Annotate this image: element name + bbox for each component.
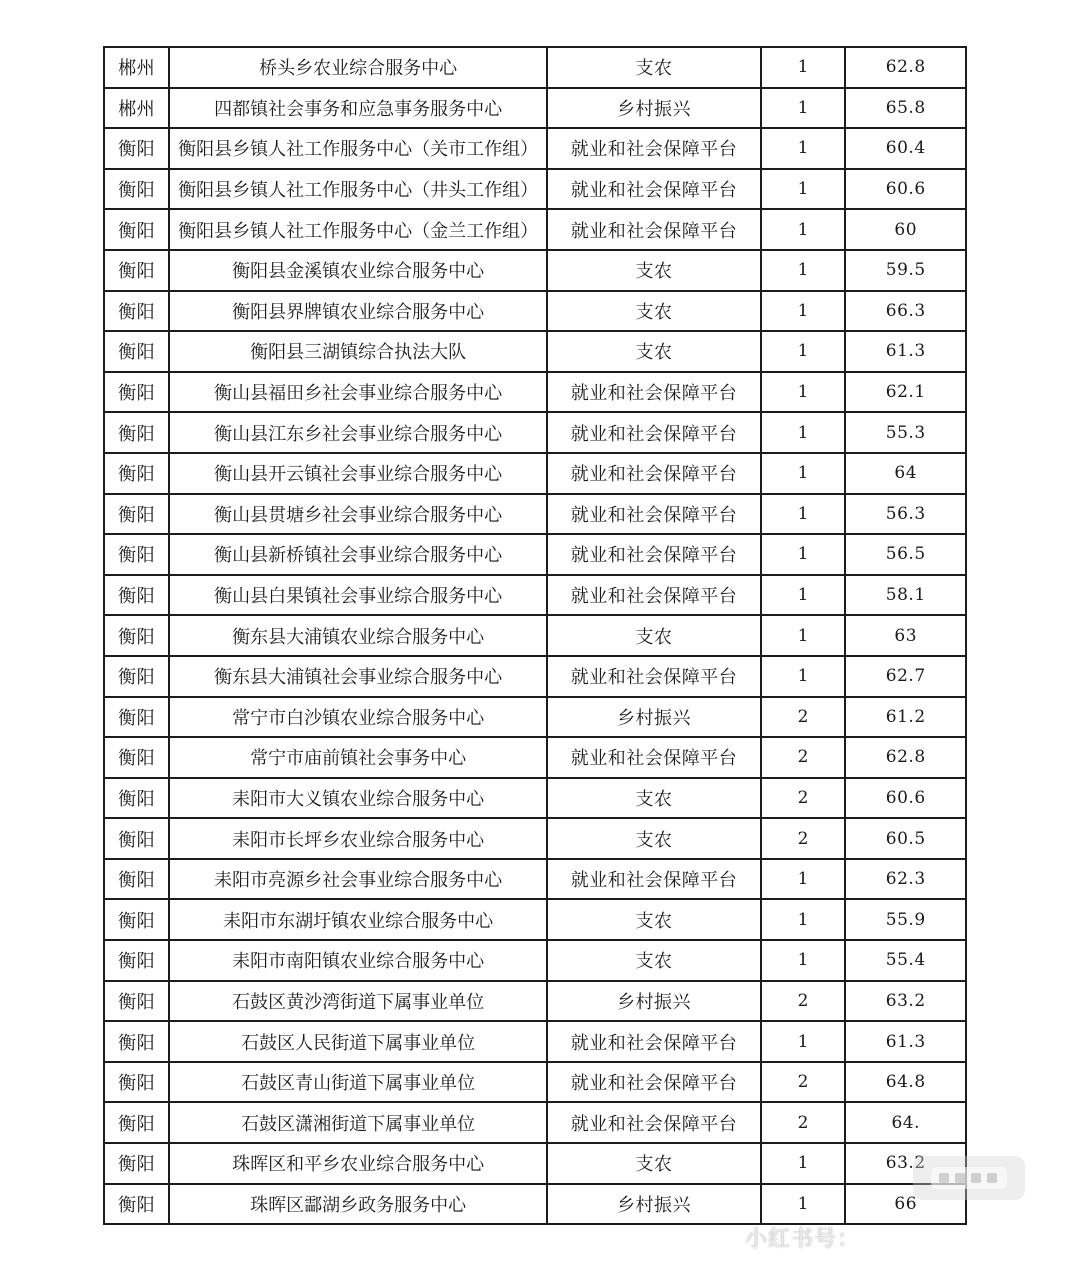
count-cell: 1 <box>761 372 845 413</box>
table-row <box>104 859 966 900</box>
unit-cell: 石鼓区潇湘街道下属事业单位 <box>169 1102 547 1143</box>
table-row <box>104 1102 966 1143</box>
post-cell: 支农 <box>547 899 761 940</box>
unit-cell: 珠晖区和平乡农业综合服务中心 <box>169 1143 547 1184</box>
city-cell: 衡阳 <box>104 697 169 738</box>
unit-cell: 衡东县大浦镇社会事业综合服务中心 <box>169 656 547 697</box>
score-cell: 63 <box>845 615 966 656</box>
city-cell: 衡阳 <box>104 209 169 250</box>
count-cell: 2 <box>761 778 845 819</box>
unit-cell: 四都镇社会事务和应急事务服务中心 <box>169 88 547 129</box>
city-cell: 郴州 <box>104 88 169 129</box>
city-cell: 衡阳 <box>104 453 169 494</box>
city-cell: 衡阳 <box>104 1184 169 1225</box>
table-row <box>104 1021 966 1062</box>
table-row <box>104 453 966 494</box>
city-cell: 衡阳 <box>104 331 169 372</box>
unit-cell: 桥头乡农业综合服务中心 <box>169 47 547 88</box>
post-cell: 就业和社会保障平台 <box>547 1062 761 1103</box>
count-cell: 2 <box>761 981 845 1022</box>
post-cell: 支农 <box>547 818 761 859</box>
unit-cell: 常宁市庙前镇社会事务中心 <box>169 737 547 778</box>
document-sheet <box>103 46 967 1225</box>
post-cell: 就业和社会保障平台 <box>547 412 761 453</box>
table-row <box>104 778 966 819</box>
unit-cell: 衡山县新桥镇社会事业综合服务中心 <box>169 534 547 575</box>
score-cell: 64.8 <box>845 1062 966 1103</box>
unit-cell: 衡阳县金溪镇农业综合服务中心 <box>169 250 547 291</box>
count-cell: 2 <box>761 1102 845 1143</box>
count-cell: 1 <box>761 534 845 575</box>
post-cell: 支农 <box>547 331 761 372</box>
count-cell: 1 <box>761 1021 845 1062</box>
unit-cell: 衡山县白果镇社会事业综合服务中心 <box>169 575 547 616</box>
city-cell: 衡阳 <box>104 778 169 819</box>
score-cell: 66.3 <box>845 291 966 332</box>
count-cell: 1 <box>761 453 845 494</box>
table-row <box>104 412 966 453</box>
count-cell: 1 <box>761 128 845 169</box>
count-cell: 1 <box>761 169 845 210</box>
score-cell: 62.7 <box>845 656 966 697</box>
unit-cell: 衡山县贯塘乡社会事业综合服务中心 <box>169 494 547 535</box>
watermark <box>745 1222 860 1253</box>
table-row <box>104 1143 966 1184</box>
post-cell: 就业和社会保障平台 <box>547 1021 761 1062</box>
score-cell: 61.3 <box>845 331 966 372</box>
table-row <box>104 1184 966 1225</box>
city-cell: 衡阳 <box>104 372 169 413</box>
city-cell: 衡阳 <box>104 981 169 1022</box>
city-cell: 衡阳 <box>104 818 169 859</box>
table-body <box>104 47 966 1224</box>
table-row <box>104 575 966 616</box>
post-cell: 支农 <box>547 615 761 656</box>
table-row <box>104 331 966 372</box>
count-cell: 1 <box>761 656 845 697</box>
score-cell: 62.1 <box>845 372 966 413</box>
count-cell: 2 <box>761 818 845 859</box>
post-cell: 支农 <box>547 940 761 981</box>
city-cell: 衡阳 <box>104 859 169 900</box>
city-cell: 衡阳 <box>104 899 169 940</box>
post-cell: 就业和社会保障平台 <box>547 656 761 697</box>
city-cell: 衡阳 <box>104 534 169 575</box>
city-cell: 衡阳 <box>104 128 169 169</box>
table-row <box>104 737 966 778</box>
count-cell: 1 <box>761 494 845 535</box>
post-cell: 乡村振兴 <box>547 1184 761 1225</box>
post-cell: 就业和社会保障平台 <box>547 1102 761 1143</box>
score-cell: 60.5 <box>845 818 966 859</box>
table-row <box>104 494 966 535</box>
score-cell: 62.8 <box>845 737 966 778</box>
post-cell: 乡村振兴 <box>547 697 761 738</box>
unit-cell: 耒阳市长坪乡农业综合服务中心 <box>169 818 547 859</box>
count-cell: 1 <box>761 859 845 900</box>
score-cell: 65.8 <box>845 88 966 129</box>
unit-cell: 珠晖区酃湖乡政务服务中心 <box>169 1184 547 1225</box>
unit-cell: 耒阳市亮源乡社会事业综合服务中心 <box>169 859 547 900</box>
table-row <box>104 169 966 210</box>
post-cell: 就业和社会保障平台 <box>547 453 761 494</box>
table-row <box>104 940 966 981</box>
post-cell: 乡村振兴 <box>547 88 761 129</box>
count-cell: 1 <box>761 940 845 981</box>
table-row <box>104 818 966 859</box>
table-row <box>104 534 966 575</box>
count-cell: 1 <box>761 291 845 332</box>
post-cell: 就业和社会保障平台 <box>547 494 761 535</box>
score-cell: 56.3 <box>845 494 966 535</box>
city-cell: 衡阳 <box>104 1062 169 1103</box>
count-cell: 2 <box>761 697 845 738</box>
score-cell: 66 <box>845 1184 966 1225</box>
table-row <box>104 291 966 332</box>
post-cell: 支农 <box>547 250 761 291</box>
post-cell: 支农 <box>547 1143 761 1184</box>
score-cell: 59.5 <box>845 250 966 291</box>
city-cell: 衡阳 <box>104 737 169 778</box>
city-cell: 衡阳 <box>104 575 169 616</box>
count-cell: 2 <box>761 737 845 778</box>
post-cell: 就业和社会保障平台 <box>547 128 761 169</box>
count-cell: 2 <box>761 1062 845 1103</box>
table-row <box>104 697 966 738</box>
city-cell: 衡阳 <box>104 940 169 981</box>
unit-cell: 石鼓区青山街道下属事业单位 <box>169 1062 547 1103</box>
unit-cell: 衡东县大浦镇农业综合服务中心 <box>169 615 547 656</box>
score-cell: 61.3 <box>845 1021 966 1062</box>
city-cell: 衡阳 <box>104 494 169 535</box>
count-cell: 1 <box>761 250 845 291</box>
city-cell: 衡阳 <box>104 169 169 210</box>
recruitment-table <box>103 46 967 1225</box>
city-cell: 衡阳 <box>104 1143 169 1184</box>
count-cell: 1 <box>761 331 845 372</box>
unit-cell: 耒阳市南阳镇农业综合服务中心 <box>169 940 547 981</box>
score-cell: 63.2 <box>845 981 966 1022</box>
count-cell: 1 <box>761 209 845 250</box>
unit-cell: 耒阳市东湖圩镇农业综合服务中心 <box>169 899 547 940</box>
post-cell: 就业和社会保障平台 <box>547 575 761 616</box>
unit-cell: 衡阳县三湖镇综合执法大队 <box>169 331 547 372</box>
post-cell: 乡村振兴 <box>547 981 761 1022</box>
city-cell: 衡阳 <box>104 615 169 656</box>
post-cell: 就业和社会保障平台 <box>547 737 761 778</box>
score-cell: 64. <box>845 1102 966 1143</box>
unit-cell: 衡阳县乡镇人社工作服务中心（关市工作组） <box>169 128 547 169</box>
count-cell: 1 <box>761 575 845 616</box>
count-cell: 1 <box>761 899 845 940</box>
post-cell: 支农 <box>547 778 761 819</box>
city-cell: 衡阳 <box>104 250 169 291</box>
unit-cell: 石鼓区人民街道下属事业单位 <box>169 1021 547 1062</box>
unit-cell: 衡山县江东乡社会事业综合服务中心 <box>169 412 547 453</box>
count-cell: 1 <box>761 1143 845 1184</box>
table-row <box>104 88 966 129</box>
score-cell: 61.2 <box>845 697 966 738</box>
score-cell: 60.6 <box>845 169 966 210</box>
table-row <box>104 47 966 88</box>
score-cell: 55.4 <box>845 940 966 981</box>
post-cell: 就业和社会保障平台 <box>547 534 761 575</box>
city-cell: 衡阳 <box>104 1021 169 1062</box>
city-cell: 衡阳 <box>104 656 169 697</box>
unit-cell: 衡阳县乡镇人社工作服务中心（井头工作组） <box>169 169 547 210</box>
post-cell: 就业和社会保障平台 <box>547 372 761 413</box>
table-row <box>104 1062 966 1103</box>
table-row <box>104 128 966 169</box>
unit-cell: 常宁市白沙镇农业综合服务中心 <box>169 697 547 738</box>
city-cell: 郴州 <box>104 47 169 88</box>
post-cell: 支农 <box>547 291 761 332</box>
table-row <box>104 899 966 940</box>
score-cell: 62.3 <box>845 859 966 900</box>
table-row <box>104 981 966 1022</box>
city-cell: 衡阳 <box>104 1102 169 1143</box>
city-cell: 衡阳 <box>104 412 169 453</box>
score-cell: 62.8 <box>845 47 966 88</box>
unit-cell: 衡山县开云镇社会事业综合服务中心 <box>169 453 547 494</box>
table-row <box>104 372 966 413</box>
watermark-text: 小红书号： <box>745 1227 861 1252</box>
table-row <box>104 656 966 697</box>
unit-cell: 衡阳县乡镇人社工作服务中心（金兰工作组） <box>169 209 547 250</box>
score-cell: 55.3 <box>845 412 966 453</box>
table-row <box>104 209 966 250</box>
unit-cell: 耒阳市大义镇农业综合服务中心 <box>169 778 547 819</box>
count-cell: 1 <box>761 615 845 656</box>
score-cell: 56.5 <box>845 534 966 575</box>
table-row <box>104 250 966 291</box>
post-cell: 就业和社会保障平台 <box>547 169 761 210</box>
count-cell: 1 <box>761 412 845 453</box>
count-cell: 1 <box>761 47 845 88</box>
score-cell: 60.4 <box>845 128 966 169</box>
table-row <box>104 615 966 656</box>
score-cell: 64 <box>845 453 966 494</box>
score-cell: 63.2 <box>845 1143 966 1184</box>
score-cell: 58.1 <box>845 575 966 616</box>
count-cell: 1 <box>761 1184 845 1225</box>
post-cell: 就业和社会保障平台 <box>547 209 761 250</box>
unit-cell: 衡山县福田乡社会事业综合服务中心 <box>169 372 547 413</box>
score-cell: 60.6 <box>845 778 966 819</box>
unit-cell: 衡阳县界牌镇农业综合服务中心 <box>169 291 547 332</box>
city-cell: 衡阳 <box>104 291 169 332</box>
post-cell: 支农 <box>547 47 761 88</box>
score-cell: 55.9 <box>845 899 966 940</box>
unit-cell: 石鼓区黄沙湾街道下属事业单位 <box>169 981 547 1022</box>
score-cell: 60 <box>845 209 966 250</box>
count-cell: 1 <box>761 88 845 129</box>
post-cell: 就业和社会保障平台 <box>547 859 761 900</box>
